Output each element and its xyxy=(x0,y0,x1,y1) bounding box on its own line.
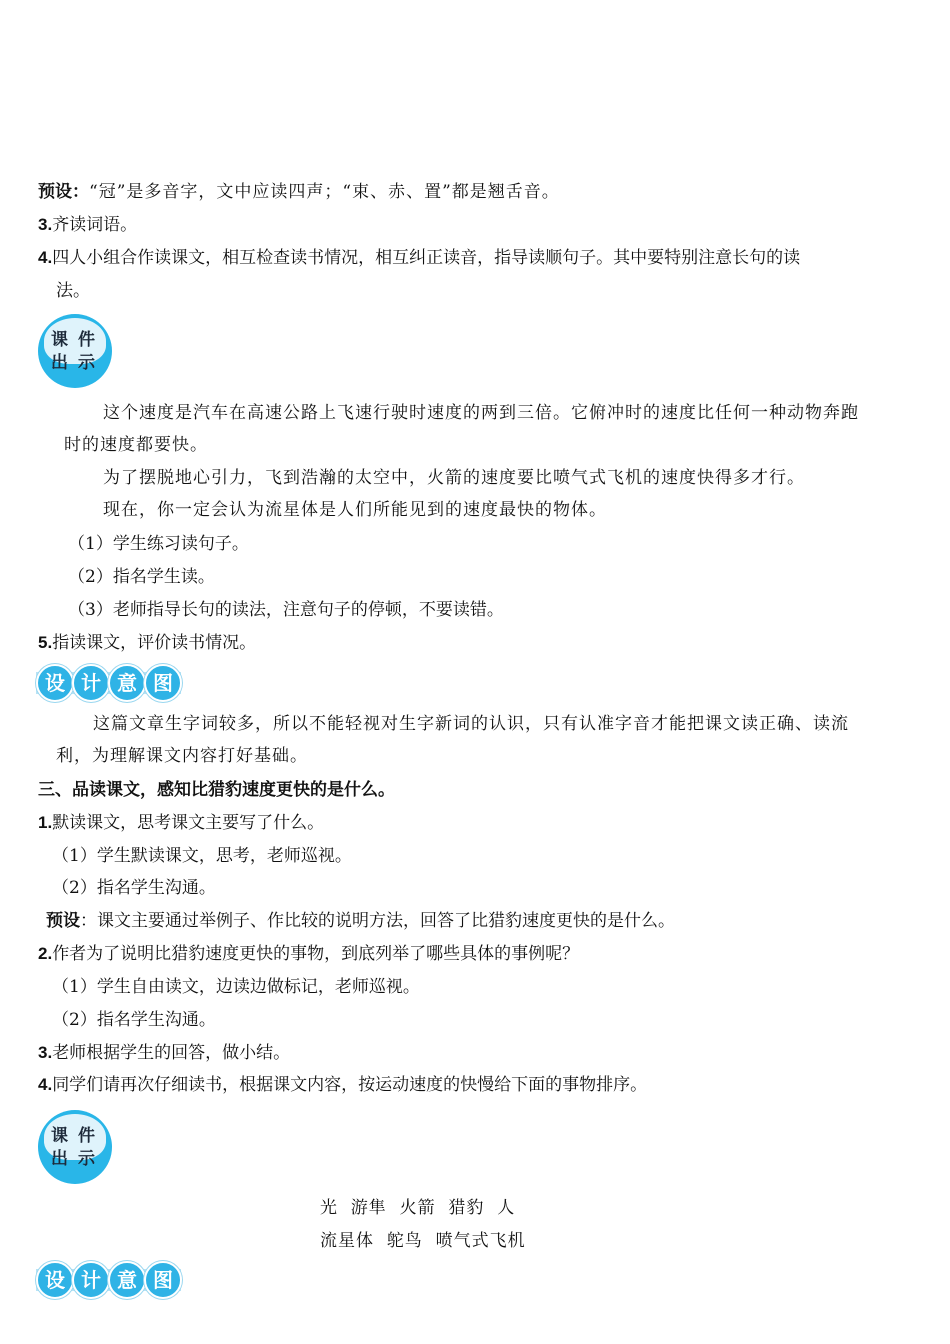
badge-char: 件 xyxy=(78,330,95,350)
quote-2: 为了摆脱地心引力，飞到浩瀚的太空中，火箭的速度要比喷气式飞机的速度快得多才行。 xyxy=(103,468,805,488)
step-5 xyxy=(38,631,256,655)
preset-label-2: 预设 xyxy=(46,911,80,931)
intent-char: 意 xyxy=(108,1261,146,1299)
preset-label: 预设： xyxy=(38,182,89,202)
step-m2 xyxy=(38,942,579,966)
intent-text-1a: 这篇文章生字词较多，所以不能轻视对生字新词的认识，只有认准字音才能把课文读正确、读流 xyxy=(93,714,849,734)
step-m2-text: 作者为了说明比猎豹速度更快的事物，到底列举了哪些具体的事例呢？ xyxy=(52,944,580,964)
intent-char: 计 xyxy=(72,664,110,702)
badge-char: 课 xyxy=(51,330,68,350)
step-m3 xyxy=(38,1041,290,1065)
intent-char: 设 xyxy=(36,664,74,702)
preset-line-2 xyxy=(46,909,675,933)
step-m3-text: 老师根据学生的回答，做小结。 xyxy=(52,1043,291,1063)
step-4 xyxy=(38,246,800,270)
courseware-badge xyxy=(38,314,112,388)
step-3-text: 齐读词语。 xyxy=(52,215,138,235)
sub-step-1: （1）学生练习读句子。 xyxy=(68,534,249,554)
step-5-num: 5. xyxy=(38,633,53,652)
sub-step-m1a: （1）学生默读课文，思考，老师巡视。 xyxy=(52,846,352,866)
badge-char: 示 xyxy=(78,353,95,373)
badge-char: 课 xyxy=(51,1126,68,1146)
preset-text-2: ：课文主要通过举例子、作比较的说明方法，回答了比猎豹速度更快的是什么。 xyxy=(80,911,675,931)
sub-step-3: （3）老师指导长句的读法，注意句子的停顿，不要读错。 xyxy=(68,600,504,620)
sub-step-m2a: （1）学生自由读文，边读边做标记，老师巡视。 xyxy=(52,977,420,997)
word-list-2: 流星体 鸵鸟 喷气式飞机 xyxy=(320,1231,526,1251)
step-4-num: 4. xyxy=(38,248,53,267)
quote-1a: 这个速度是汽车在高速公路上飞速行驶时速度的两到三倍。它俯冲时的速度比任何一种动物奔跑 xyxy=(103,403,859,423)
badge-char: 示 xyxy=(78,1149,95,1169)
word-list-1: 光 游隼 火箭 猎豹 人 xyxy=(320,1198,516,1218)
step-4-text: 四人小组合作读课文，相互检查读书情况，相互纠正读音，指导读顺句子。其中要特别注意长句的读 xyxy=(52,248,801,268)
intent-char: 设 xyxy=(36,1261,74,1299)
design-intent-banner xyxy=(36,662,181,702)
step-4-cont: 法。 xyxy=(56,281,90,301)
design-intent-banner xyxy=(36,1259,181,1299)
intent-char: 图 xyxy=(144,664,182,702)
step-m1-text: 默读课文，思考课文主要写了什么。 xyxy=(52,813,325,833)
badge-char: 出 xyxy=(51,353,68,373)
courseware-badge xyxy=(38,1110,112,1184)
quote-1b: 时的速度都要快。 xyxy=(64,435,208,455)
intent-char: 意 xyxy=(108,664,146,702)
sub-step-2: （2）指名学生读。 xyxy=(68,567,215,587)
section-heading-3: 三、品读课文，感知比猎豹速度更快的是什么。 xyxy=(38,780,395,800)
intent-char: 计 xyxy=(72,1261,110,1299)
preset-text: “冠”是多音字，文中应读四声；“束、赤、置”都是翘舌音。 xyxy=(89,182,560,202)
step-m2-num: 2. xyxy=(38,944,53,963)
quote-3: 现在，你一定会认为流星体是人们所能见到的速度最快的物体。 xyxy=(103,500,607,520)
badge-char: 件 xyxy=(78,1126,95,1146)
intent-text-1b: 利，为理解课文内容打好基础。 xyxy=(56,746,308,766)
step-5-text: 指读课文，评价读书情况。 xyxy=(52,633,257,653)
step-m1 xyxy=(38,811,324,835)
intent-char: 图 xyxy=(144,1261,182,1299)
sub-step-m2b: （2）指名学生沟通。 xyxy=(52,1010,216,1030)
step-m4-num: 4. xyxy=(38,1075,53,1094)
step-3 xyxy=(38,213,137,237)
badge-char: 出 xyxy=(51,1149,68,1169)
step-m4 xyxy=(38,1073,647,1097)
step-3-num: 3. xyxy=(38,215,53,234)
step-m4-text: 同学们请再次仔细读书，根据课文内容，按运动速度的快慢给下面的事物排序。 xyxy=(52,1075,648,1095)
step-m3-num: 3. xyxy=(38,1043,53,1062)
step-m1-num: 1. xyxy=(38,813,53,832)
sub-step-m1b: （2）指名学生沟通。 xyxy=(52,878,216,898)
preset-line-1 xyxy=(38,180,560,204)
